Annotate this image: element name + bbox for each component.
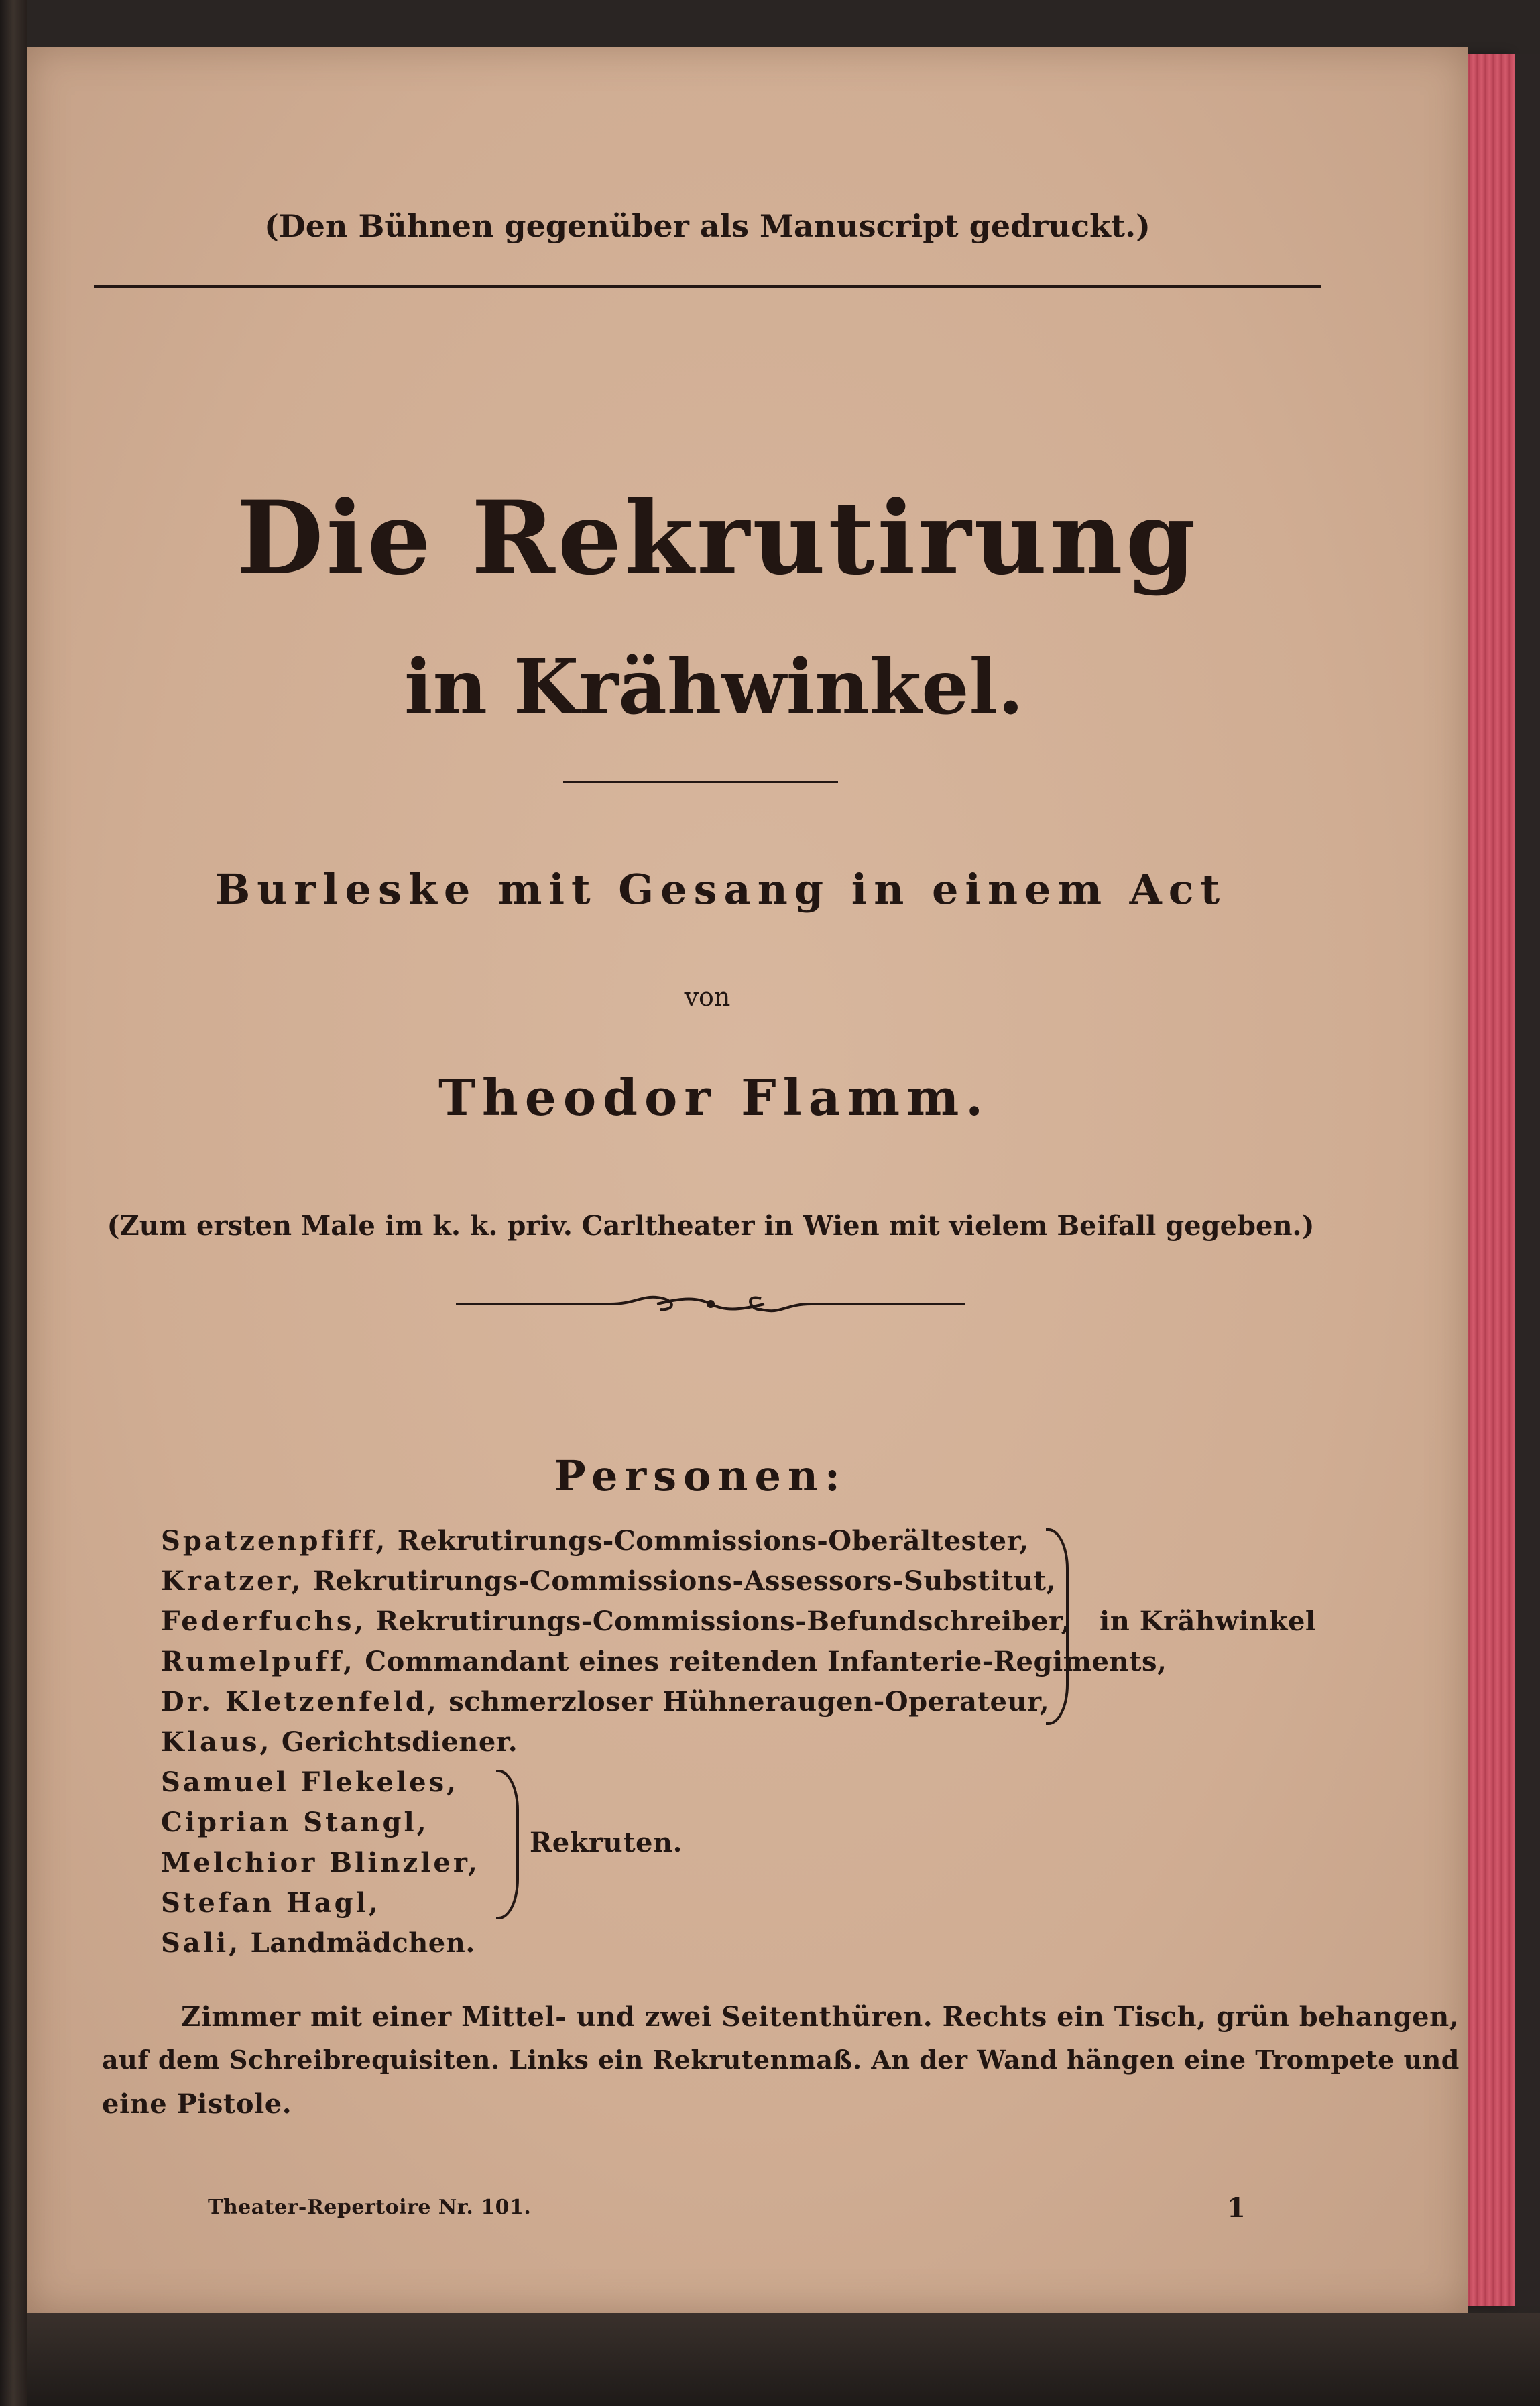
book-bottom-edge bbox=[27, 2313, 1540, 2406]
person-name: Ciprian Stangl, bbox=[161, 1807, 429, 1838]
stage-direction-line: Zimmer mit einer Mittel- und zwei Seitenthüren. Rechts ein Tisch, grün behangen, bbox=[181, 2001, 1460, 2033]
title-divider bbox=[563, 781, 838, 783]
person-role: Commandant eines reitenden Infanterie-Regiments, bbox=[365, 1646, 1167, 1677]
person-role: schmerzloser Hühneraugen-Operateur, bbox=[449, 1686, 1050, 1718]
person-row bbox=[161, 1565, 1056, 1597]
person-name: Klaus, bbox=[161, 1726, 272, 1758]
person-name: Rumelpuff, bbox=[161, 1646, 355, 1677]
person-name: Dr. Kletzenfeld, bbox=[161, 1686, 439, 1718]
person-row bbox=[161, 1766, 459, 1798]
person-role: Gerichtsdiener. bbox=[281, 1726, 518, 1758]
group1-brace bbox=[1046, 1528, 1069, 1725]
byline-von: von bbox=[684, 982, 731, 1012]
page-number: 1 bbox=[1227, 2192, 1246, 2224]
person-row bbox=[161, 1927, 475, 1959]
header-rule bbox=[94, 285, 1321, 288]
person-row bbox=[161, 1847, 480, 1878]
group1-label: in Krähwinkel bbox=[1100, 1606, 1316, 1637]
person-row bbox=[161, 1525, 1029, 1557]
stage-direction-line: auf dem Schreibrequisiten. Links ein Rekrutenmaß. An der Wand hängen eine Trompete und bbox=[102, 2045, 1460, 2075]
person-name: Kratzer, bbox=[161, 1565, 304, 1597]
author: Theodor Flamm. bbox=[438, 1069, 990, 1127]
person-role: Rekrutirungs-Commissions-Befundschreiber, bbox=[375, 1606, 1071, 1637]
person-role: Landmädchen. bbox=[250, 1927, 475, 1959]
group2-label: Rekruten. bbox=[530, 1827, 683, 1858]
person-row bbox=[161, 1726, 518, 1758]
person-name: Federfuchs, bbox=[161, 1606, 367, 1637]
person-role: Rekrutirungs-Commissions-Oberältester, bbox=[397, 1525, 1029, 1557]
person-name: Samuel Flekeles, bbox=[161, 1766, 459, 1798]
page-title: Die Rekrutirung bbox=[236, 479, 1199, 597]
person-name: Spatzenpfiff, bbox=[161, 1525, 388, 1557]
ornament-divider bbox=[456, 1284, 965, 1324]
person-name: Sali, bbox=[161, 1927, 241, 1959]
person-row bbox=[161, 1646, 1167, 1677]
page-edges-red bbox=[1462, 54, 1515, 2306]
subtitle: Burleske mit Gesang in einem Act bbox=[215, 865, 1227, 914]
stage-direction-line: eine Pistole. bbox=[102, 2088, 292, 2120]
person-row bbox=[161, 1887, 381, 1919]
person-role: Rekrutirungs-Commissions-Assessors-Substitut, bbox=[312, 1565, 1057, 1597]
book-cover-edge bbox=[1515, 54, 1540, 2306]
book-spine bbox=[0, 0, 27, 2406]
group2-brace bbox=[496, 1770, 519, 1919]
manuscript-note: (Den Bühnen gegenüber als Manuscript gedruckt.) bbox=[264, 208, 1150, 244]
person-name: Melchior Blinzler, bbox=[161, 1847, 480, 1878]
persons-heading: Personen: bbox=[554, 1451, 847, 1500]
book-page bbox=[27, 47, 1468, 2313]
person-row bbox=[161, 1606, 1071, 1637]
series-footer: Theater-Repertoire Nr. 101. bbox=[208, 2196, 532, 2219]
premiere-note: (Zum ersten Male im k. k. priv. Carltheater in Wien mit vielem Beifall gegeben.) bbox=[107, 1210, 1315, 1242]
person-row bbox=[161, 1686, 1049, 1718]
person-row bbox=[161, 1807, 429, 1838]
page-title-line2: in Krähwinkel. bbox=[404, 644, 1024, 731]
person-name: Stefan Hagl, bbox=[161, 1887, 381, 1919]
